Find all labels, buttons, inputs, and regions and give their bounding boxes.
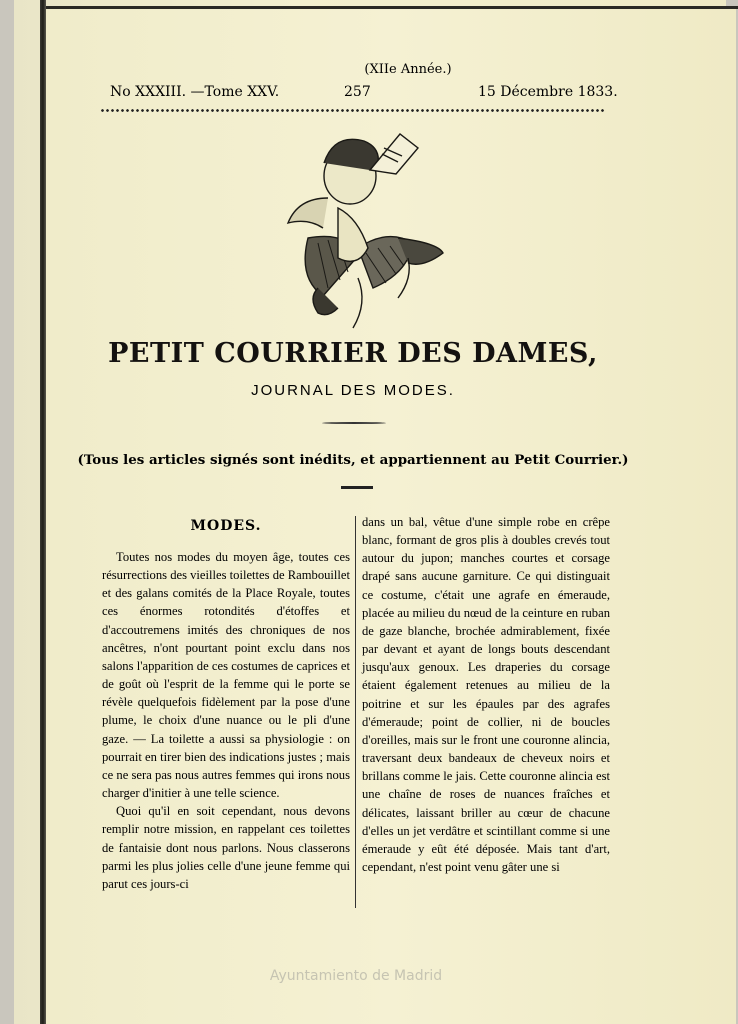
article-column-left [102, 548, 350, 893]
cherub-vignette-icon [258, 118, 448, 333]
column-separator [355, 516, 356, 908]
article-paragraph: dans un bal, vêtue d'une simple robe en crêpe blanc, formant de gros plis à doubles crevés tout autour du jupon; manches courtes et corsage drapé sans aucune garniture. Ce qui distinguait ce costume, c'était une agrafe en émeraude, placée au milieu du nœud de la ceinture en ruban de gaze blanche, brochée admirablement, fixée par devant et ayant de longs bouts descendant jusqu'aux genoux. Les draperies du corsage étaient également retenues au milieu de la poitrine et sur les épaules par des agrafes d'émeraude; point de collier, ni de boucles d'oreilles, mais sur le front une couronne alincia, traversant deux bandeaux de cheveux noirs et brillans comme le jais. Cette couronne alincia est une chaîne de roses de nuances fraîches et délicates, laissant briller au cœur de chacune d'elles un jet verdâtre et scintillant comme si une émeraude y eût été déposée. Mais tant d'art, cependant, n'est point venu gâter une si [362, 515, 610, 874]
masthead-title: PETIT COURRIER DES DAMES, [108, 338, 598, 369]
article-paragraph: Toutes nos modes du moyen âge, toutes ces résurrections des vieilles toilettes de Rambouillet et des galans comités de la Place Royale, toutes ces énormes rotondités d'étoffes et d'accoutremens imités des chroniques de nos ancêtres, n'ont pourtant point exclu dans nos salons l'apparition de ces costumes de caprices et de goût où l'esprit de la femme qui le porte se révèle quelquefois fidèlement par la pose d'une plume, le choix d'une nuance ou le pli d'une gaze. — La toilette a aussi sa physiologie : on pourrait en tirer bien des indications justes ; mais ce ne sera pas nous autres femmes qui irons nous charger d'initier à une telle science. [102, 550, 350, 801]
issue-volume: No XXXIII. —Tome XXV. [110, 84, 280, 100]
ornamental-rule [100, 108, 606, 113]
divider-rule [322, 422, 386, 424]
page-number: 257 [344, 84, 371, 100]
page-top-edge [46, 6, 738, 9]
article-heading: MODES. [190, 518, 262, 534]
article-paragraph: Quoi qu'il en soit cependant, nous devons remplir notre mission, en rappelant ces toilettes de fantaisie dont nous parlons. Nous classerons parmi les plus jolies celle d'une jeune femme qui parut ces jours-ci [102, 804, 350, 891]
year-label: (XIIe Année.) [364, 62, 452, 77]
editorial-notice: (Tous les articles signés sont inédits, et appartiennent au Petit Courrier.) [77, 452, 629, 468]
short-divider [341, 486, 373, 489]
article-column-right [362, 513, 610, 876]
masthead-subtitle: JOURNAL DES MODES. [251, 382, 455, 399]
watermark: Ayuntamiento de Madrid [269, 968, 443, 984]
issue-date: 15 Décembre 1833. [478, 84, 618, 100]
